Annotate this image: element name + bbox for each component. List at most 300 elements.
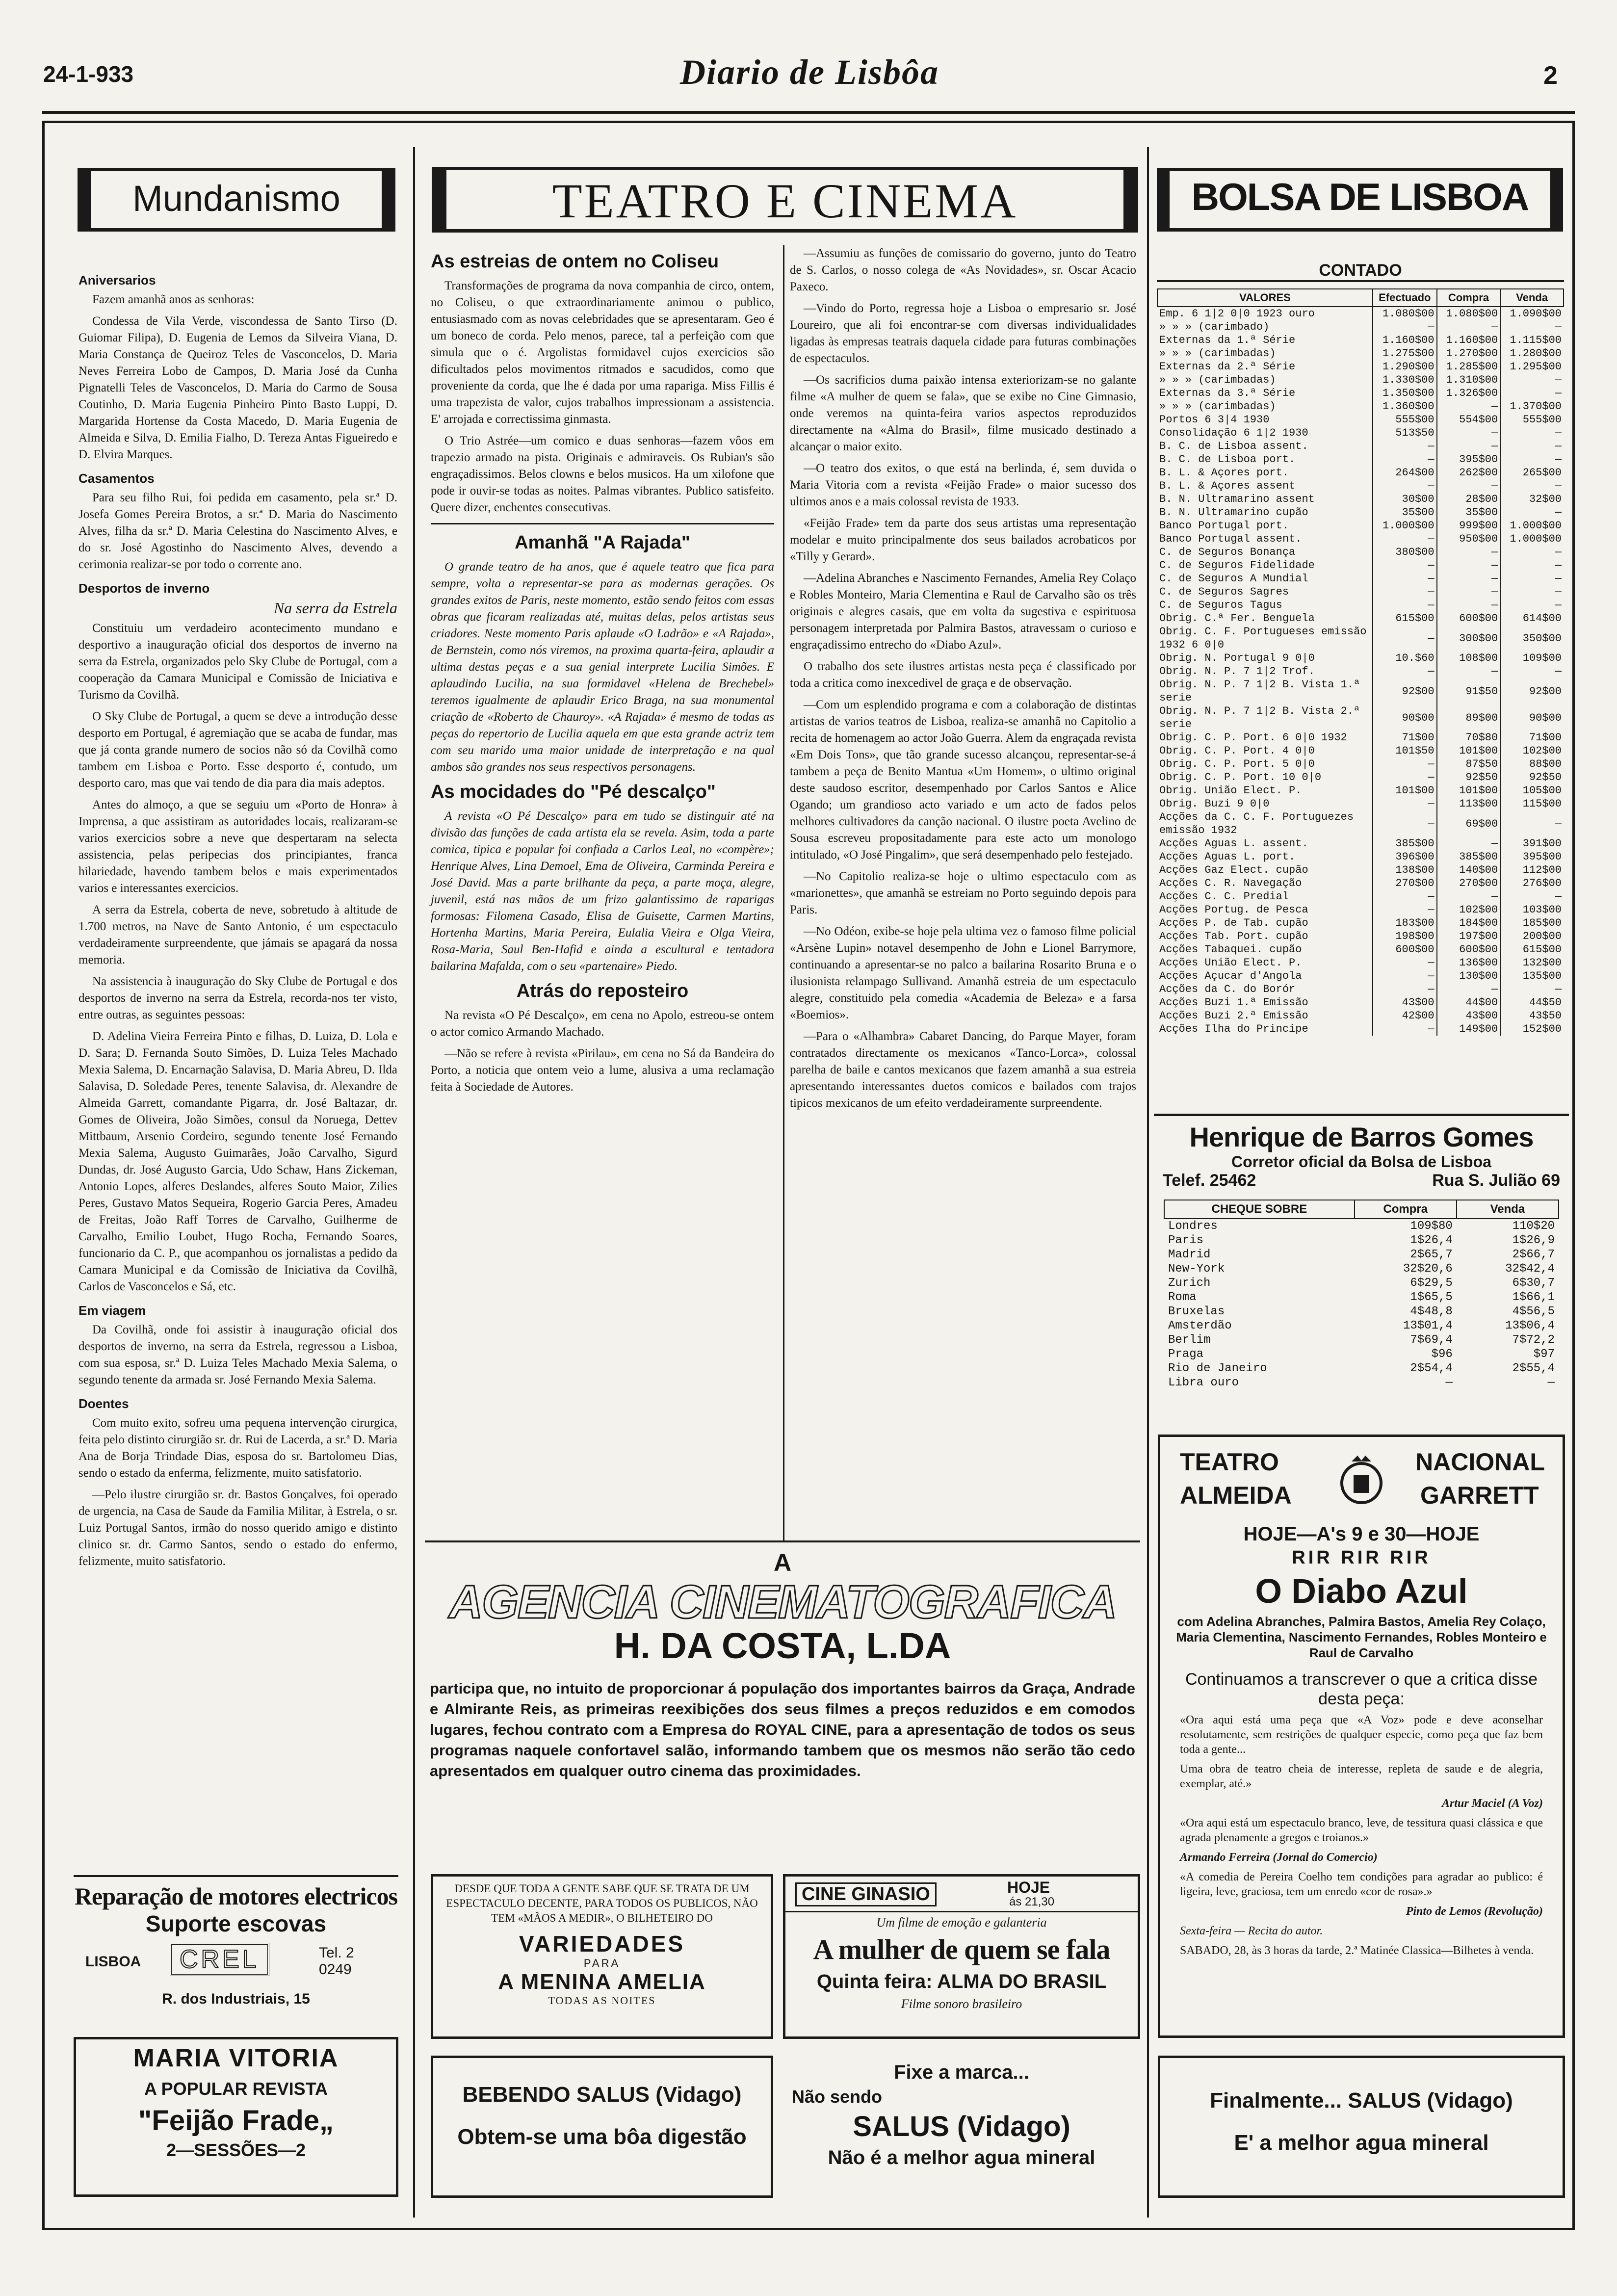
salus2-mid: Não sendo [792, 2087, 883, 2107]
bolsa-price: — [1500, 810, 1564, 837]
bolsa-price: 30$00 [1373, 493, 1437, 506]
casamentos-heading: Casamentos [78, 471, 155, 486]
bolsa-table [1157, 288, 1564, 1036]
bolsa-price: 69$00 [1437, 810, 1501, 837]
bolsa-security: B. C. de Lisboa port. [1159, 453, 1296, 466]
cheque-rate: 7$72,2 [1512, 1333, 1555, 1347]
bolsa-security: Obrig. N. P. 7 1|2 Trof. [1159, 665, 1315, 678]
table-row [1157, 784, 1564, 797]
bolsa-price: 395$00 [1437, 453, 1501, 466]
bolsa-price: 380$00 [1373, 546, 1437, 559]
bolsa-price: 615$00 [1500, 943, 1564, 956]
bolsa-price: — [1437, 665, 1501, 678]
aniversarios-lead: Fazem amanhã anos as senhoras: [92, 293, 255, 306]
bolsa-security: Acções Gaz Elect. cupão [1159, 864, 1308, 876]
bolsa-price: — [1437, 546, 1501, 559]
bolsa-price: — [1373, 572, 1437, 585]
table-row [1157, 400, 1564, 413]
bolsa-security: Externas da 2.ª Série [1159, 361, 1296, 373]
nacional-r1: NACIONAL [1415, 1448, 1545, 1476]
nacional-q1: «Ora aqui está uma peça que «A Voz» pode e deve aconselhar resolutamente, sem restrições de qualquer especie, como peça que faz bem toda a gente... [1180, 1714, 1543, 1756]
raja-headline: Amanhã "A Rajada" [515, 532, 690, 553]
bolsa-security: Portos 6 3|4 1930 [1159, 414, 1270, 426]
agencia-title: AGENCIA CINEMATOGRAFICA [448, 1576, 1117, 1628]
bolsa-price: 42$00 [1373, 1009, 1437, 1022]
bolsa-price: 44$00 [1437, 996, 1501, 1009]
bolsa-price: 513$50 [1373, 426, 1437, 440]
bolsa-price: 1.270$00 [1437, 347, 1501, 360]
table-row [1157, 930, 1564, 943]
bolsa-price: — [1500, 599, 1564, 612]
bolsa-price: 43$50 [1500, 1009, 1564, 1022]
table-row [1157, 665, 1564, 678]
bolsa-security: C. de Seguros A Mundial [1159, 573, 1308, 585]
cheque-rate: 7$69,4 [1410, 1333, 1453, 1347]
bolsa-price: 138$00 [1373, 863, 1437, 877]
bolsa-security: B. N. Ultramarino cupão [1159, 506, 1308, 519]
bolsa-security: » » » (carimbadas) [1159, 400, 1276, 413]
nacional-q4: «A comedia de Pereira Coelho tem condições para agradar ao publico: é ligeira, leve, graciosa, tem um enredo «cor de rosa».» [1180, 1871, 1543, 1898]
bolsa-price: 113$00 [1437, 797, 1501, 810]
bolsa-price: 149$00 [1437, 1022, 1501, 1036]
bolsa-header-1: Efectuado [1373, 289, 1437, 307]
bolsa-security: » » » (carimbadas) [1159, 374, 1276, 386]
bolsa-price: 385$00 [1373, 837, 1437, 850]
bolsa-price: 554$00 [1437, 413, 1501, 426]
teatro-col-1 [431, 245, 774, 1100]
bolsa-price: 89$00 [1437, 704, 1501, 731]
viagem-text: Da Covilhã, onde foi assistir à inauguração oficial dos desportos de inverno, na serra da Estrela, regressou a Lisboa, com sua esposa, sr.ª D. Luiza Teles Machado Mexia Salema, o segundo tenente da armada sr. José Fernando Mexia Salema. [78, 1323, 397, 1386]
teatro-title: TEATRO E CINEMA [552, 174, 1018, 228]
cheque-city: Paris [1168, 1234, 1204, 1247]
bolsa-price: 1.295$00 [1500, 360, 1564, 373]
nacional-a2: Armando Ferreira (Jornal do Comercio) [1180, 1851, 1378, 1864]
cheque-city: Bruxelas [1168, 1305, 1225, 1318]
ginasio-film: A mulher de quem se fala [813, 1933, 1110, 1965]
col2-p6: —Adelina Abranches e Nascimento Fernandes, Amelia Rey Colaço e Robles Monteiro, Maria Clementina e Raul de Carvalho são os três originais e alegres casais, que em volta da sugestiva e espirituosa personagem interpretada por Palmira Bastos, atravessam o curioso e engraçadissimo entrecho do «Diabo Azul». [790, 572, 1136, 652]
cheque-rate: 13$06,4 [1505, 1319, 1555, 1332]
bolsa-security: Obrig. C. P. Port. 5 0|0 [1159, 758, 1315, 770]
teatro-col-2 [790, 245, 1136, 1117]
bolsa-price: — [1373, 983, 1437, 996]
bolsa-price: — [1437, 400, 1501, 413]
col2-p5: «Feijão Frade» tem da parte dos seus artistas uma representação modelar e muito principalmente dos seus bailados acrobaticos por «Tilly y Gerard». [790, 517, 1136, 563]
cheque-rate: 2$54,4 [1410, 1362, 1453, 1375]
ginasio-hoje: HOJE [1007, 1879, 1050, 1896]
cheque-rate: 1$26,4 [1410, 1234, 1453, 1247]
table-row [1157, 731, 1564, 744]
desportos-heading: Desportos de inverno [78, 581, 210, 596]
bolsa-security: Acções P. de Tab. cupão [1159, 917, 1308, 929]
bolsa-contado: CONTADO [1157, 261, 1564, 282]
maria-vitoria-ad [74, 2037, 398, 2197]
bolsa-title: BOLSA DE LISBOA [1191, 175, 1529, 218]
bolsa-price: 185$00 [1500, 916, 1564, 930]
bolsa-price: 197$00 [1437, 930, 1501, 943]
bolsa-price: — [1373, 440, 1437, 453]
bolsa-price: — [1437, 572, 1501, 585]
bolsa-price: 92$00 [1373, 678, 1437, 704]
bolsa-price: 92$50 [1437, 771, 1501, 784]
bolsa-price: — [1500, 559, 1564, 572]
bolsa-price: — [1437, 890, 1501, 903]
bolsa-price: 101$50 [1373, 744, 1437, 757]
bolsa-price: 10.$60 [1373, 652, 1437, 665]
ginasio-note: Filme sonoro brasileiro [901, 1997, 1022, 2011]
col-divider-center [783, 245, 784, 1540]
gomes-name: Henrique de Barros Gomes [1189, 1122, 1534, 1152]
coliseu-headline: As estreias de ontem no Coliseu [431, 251, 719, 272]
bolsa-price: 270$00 [1373, 877, 1437, 890]
table-row [1164, 1376, 1559, 1390]
table-row [1157, 903, 1564, 916]
table-row [1157, 453, 1564, 466]
bolsa-price: — [1500, 546, 1564, 559]
bolsa-price: 396$00 [1373, 850, 1437, 863]
bolsa-price: — [1500, 387, 1564, 400]
newspaper-title: Diario de Lisbôa [680, 52, 939, 92]
crest-icon [1332, 1452, 1391, 1511]
table-row [1157, 652, 1564, 665]
ginasio-tag: Um filme de emoção e galanteria [876, 1915, 1047, 1930]
bolsa-price: — [1373, 1022, 1437, 1036]
bolsa-price: — [1373, 665, 1437, 678]
table-row [1157, 387, 1564, 400]
crel-title: Reparação de motores electricos [74, 1882, 398, 1910]
nacional-show: O Diabo Azul [1255, 1572, 1468, 1610]
bolsa-price: 92$50 [1500, 771, 1564, 784]
col-divider-1 [413, 147, 415, 2218]
coliseu-p1: Transformações de programa da nova companhia de circo, ontem, no Coliseu, o que extraordinariamente animou o publico, entusiasmado com as novas celebridades que se apresentaram. Geo é um boneco de corda. Pelo menos, parece, tal a perfeição com que simula que o é. Argolistas formidavel cujos exercicios são dificultados pelos movimentos ritmados e sacudidos, como que proveniente da corda, que lhe é dada por uma rapariga. Miss Fillis é uma trapezista de valor, cujos trabalhos impressionam a assistencia. E' arrojada e correctissima ginmasta. [431, 279, 774, 426]
cheque-city: Libra ouro [1168, 1376, 1239, 1389]
nacional-l2: ALMEIDA [1180, 1482, 1292, 1509]
agencia-ad [425, 1540, 1140, 1864]
bolsa-security: Acções Açucar d'Angola [1159, 970, 1302, 982]
cheque-rate: 1$66,1 [1512, 1291, 1555, 1304]
bolsa-price: — [1373, 532, 1437, 546]
salus-ad-1 [431, 2056, 773, 2198]
bolsa-price: — [1373, 810, 1437, 837]
bolsa-price: 35$00 [1373, 506, 1437, 519]
bolsa-price: — [1373, 585, 1437, 599]
bolsa-price: 555$00 [1373, 413, 1437, 426]
bolsa-price: 270$00 [1437, 877, 1501, 890]
bolsa-price: 1.280$00 [1500, 347, 1564, 360]
page-number: 2 [1543, 61, 1558, 90]
cheque-city: Roma [1168, 1291, 1197, 1304]
bolsa-price: 87$50 [1437, 757, 1501, 771]
bolsa-price: 115$00 [1500, 797, 1564, 810]
cheque-rate: 1$65,5 [1410, 1291, 1453, 1304]
col2-p4: —O teatro dos exitos, o que está na berlinda, é, sem duvida o Maria Vitoria com a revista «Feijão Frade» o maior sucesso dos ultimos anos e a mais colossal revista de 1933. [790, 462, 1136, 508]
masthead-rule [42, 111, 1575, 114]
bolsa-security: Obrig. C. P. Port. 4 0|0 [1159, 745, 1315, 757]
bolsa-security: Obrig. C. P. Port. 6 0|0 1932 [1159, 731, 1347, 744]
bolsa-price: 614$00 [1500, 612, 1564, 625]
table-row [1157, 493, 1564, 506]
col2-p3: —Os sacrificios duma paixão intensa exteriorizam-se no galante filme «A mulher de quem se fala», que se exibe no Cine Gimnasio, onde veremos na quinta-feira varios aspectos reproduzidos directamente na «Alma do Brasil», filme musicado destinado a alcançar o maior exito. [790, 373, 1136, 453]
col2-p1: —Assumiu as funções de comissario do governo, junto do Teatro de S. Carlos, o nosso colega de «As Novidades», sr. Oscar Acacio Paxeco. [790, 247, 1136, 293]
bolsa-price: — [1500, 320, 1564, 334]
bolsa-price: — [1500, 572, 1564, 585]
cheque-city: Amsterdão [1168, 1319, 1232, 1332]
agencia-lead: A [773, 1549, 792, 1576]
bolsa-security: B. L. & Açores assent [1159, 480, 1296, 492]
nacional-a3: Pinto de Lemos (Revolução) [1406, 1905, 1543, 1918]
bolsa-price: 70$80 [1437, 731, 1501, 744]
bolsa-price: — [1500, 585, 1564, 599]
bolsa-price: 44$50 [1500, 996, 1564, 1009]
bolsa-price: — [1437, 983, 1501, 996]
table-row [1157, 757, 1564, 771]
col2-p7: O trabalho dos sete ilustres artistas nesta peça é classificado por toda a critica como inexcedivel de graça e de observação. [790, 660, 1136, 690]
salus2-top: Fixe a marca... [894, 2061, 1029, 2083]
bolsa-security: » » » (carimbado) [1159, 321, 1270, 333]
bolsa-price: 999$00 [1437, 519, 1501, 532]
agencia-text: participa que, no intuito de proporcionar á população dos importantes bairros da Graça, Andrade e Almirante Reis, as primeiras reexibições dos seus filmes a preços reduzidos e em comodos lugares, fechou contrato com a Empresa do ROYAL CINE, para a apresentação de todos os seus programas naquele confortavel salão, informando tambem que os mesmos não serão tão cedo apresentados em qualquer outro cinema das proximidades. [430, 1680, 1135, 1779]
table-row [1157, 969, 1564, 983]
bolsa-price: 71$00 [1500, 731, 1564, 744]
bolsa-security: Acções Buzi 2.ª Emissão [1159, 1010, 1308, 1022]
bolsa-price: — [1373, 453, 1437, 466]
bolsa-security: C. de Seguros Tagus [1159, 599, 1282, 611]
table-row [1157, 612, 1564, 625]
bolsa-security: Obrig. N. P. 7 1|2 B. Vista 1.ª serie [1159, 678, 1360, 704]
table-row [1164, 1248, 1559, 1262]
bolsa-price: 101$00 [1437, 744, 1501, 757]
bolsa-price: 152$00 [1500, 1022, 1564, 1036]
bolsa-security: Externas da 3.ª Série [1159, 387, 1296, 399]
cheque-rate: 32$42,4 [1505, 1262, 1555, 1276]
raja-text: O grande teatro de ha anos, que é aquele teatro que fica para sempre, volta a representar-se para as modernas gerações. Os grandes exitos de Paris, neste momento, estão sendo feitos com essas obras que ficaram realizadas até, muitas delas, pelos artistas seus criadores. Neste momento Paris aplaude «O Ladrão» e «A Rajada», de Bernstein, como nós viremos, na proxima quarta-feira, aplaudir a ultima destas peças e a sua genial interprete Lucilia Simões. E aplaudindo Lucilia, na sua formidavel «Helena de Brechebel» teremos igualmente de aplaudir Erico Braga, na sua monumental criação de «Roberto de Chauroy». «A Rajada» é mesmo de todas as peças do repertorio de Lucilia aquela em que esta grande actriz tem com seu marido uma maior unidade de interpretação e na qual ambos são grandes nos seus respectivos personagens. [431, 560, 774, 774]
bolsa-security: Obrig. C. F. Portugueses emissão 1932 6 0|0 [1159, 626, 1367, 651]
ginasio-name: CINE GINASIO [795, 1882, 937, 1906]
bolsa-price: 183$00 [1373, 916, 1437, 930]
table-row [1157, 983, 1564, 996]
bolsa-price: — [1437, 440, 1501, 453]
desportos-p5: Na assistencia à inauguração do Sky Clube de Portugal e dos desportos de inverno na serra da Estrela, recorda-nos ter visto, entre outras, as seguintes pessoas: [78, 975, 397, 1021]
bolsa-price: — [1500, 479, 1564, 493]
bolsa-price: — [1437, 320, 1501, 334]
mundanismo-column [78, 265, 397, 1575]
bolsa-price: 1.160$00 [1373, 334, 1437, 347]
table-row [1157, 1022, 1564, 1036]
bolsa-security: » » » (carimbadas) [1159, 347, 1276, 360]
bolsa-price: 600$00 [1437, 612, 1501, 625]
bolsa-price: — [1373, 969, 1437, 983]
viagem-heading: Em viagem [78, 1303, 146, 1318]
mocidades-text: A revista «O Pé Descalço» para em tudo se distinguir até na divisão das funções de cada artista ela se revela. Asim, toda a parte comica, tipica e popular foi confiada a Carlos Leal, no «compère»; Henrique Alves, Lina Demoel, Ema de Oliveira, Carminda Pereira e José David. Mas a parte brilhante da peça, a parte moça, alegre, juvenil, está nas mãos de um frizo galantissimo de raparigas formosas: Filomena Casado, Elisa de Guisette, Carmen Martins, Hortenha Martins, Maria Pereira, Eulalia Vieira e Olga Vieira, Rosa-Maria, Saul Ben-Hafid e ainda a escultural e tentadora bailarina Mafalda, com o seu «partenaire» Piedo. [431, 809, 774, 973]
bolsa-price: 140$00 [1437, 863, 1501, 877]
table-row [1164, 1219, 1559, 1233]
variedades-show: A MENINA AMELIA [498, 1970, 706, 1994]
bolsa-security: Emp. 6 1|2 0|0 1923 ouro [1159, 308, 1315, 320]
nacional-l1: TEATRO [1180, 1448, 1279, 1476]
bolsa-security: Acções C. C. Predial [1159, 890, 1289, 903]
table-row [1157, 320, 1564, 334]
crel-city: LISBOA [85, 1954, 141, 1970]
cheque-city: Madrid [1168, 1248, 1211, 1261]
bolsa-price: — [1373, 890, 1437, 903]
cheque-rate: 2$66,7 [1512, 1248, 1555, 1261]
doentes-heading: Doentes [78, 1396, 129, 1411]
table-row [1157, 506, 1564, 519]
desportos-p6: D. Adelina Vieira Ferreira Pinto e filhas, D. Luiza, D. Lola e D. Sara; D. Fernanda Souto Simões, D. Luiza Teles Machado Mexia Salema, D. Encarnação Salavisa, D. Maria Abreu, D. Ilda Salavisa, D. Soledade Peres, tenente Salavisa, dr. Alexandre de Almeida Garrett, comandante Pigarra, dr. José Baltazar, dr. Gomes de Oliveira, João Simões, consul da Noruega, Dettev Mittbaum, Arsenio Cordeiro, segundo tenente José Fernando Mexia Salema, Augusto Guimarães, João Carvalho, Sigurd Dundas, dr. José Augusto Garcia, Udo Schaw, Hans Zickeman, Antonio Lopes, alferes Deslandes, alferes Souto Maior, Zilies Peres, Gustavo Matos Sequeira, Rogerio Garcia Peres, Amadeu de Freitas, João Raff Torres de Carvalho, Guilherme de Carvalho, Emilio Loubet, Hugo Rocha, Fernando Soares, funcionario da C. P., que acompanhou os jornalistas a pedido da Camara Municipal e da Comissão de Iniciativa da Covilhã, Carlos de Vasconcelos e Sá, etc. [78, 1030, 397, 1293]
bolsa-price: — [1373, 320, 1437, 334]
table-row [1157, 890, 1564, 903]
table-row [1164, 1276, 1559, 1290]
bolsa-price: 43$00 [1373, 996, 1437, 1009]
nacional-q3: «Ora aqui está um espectaculo branco, leve, de tessitura quasi clássica e que agrada plenamente a gregos e troianos.» [1180, 1817, 1543, 1844]
bolsa-price: — [1373, 956, 1437, 969]
bolsa-security: Obrig. C. P. Port. 10 0|0 [1159, 771, 1322, 783]
bolsa-price: 200$00 [1500, 930, 1564, 943]
bolsa-price: — [1373, 625, 1437, 652]
bolsa-security: Acções Portug. de Pesca [1159, 904, 1308, 916]
nacional-rir: RIR RIR RIR [1292, 1547, 1431, 1568]
bolsa-price: 615$00 [1373, 612, 1437, 625]
col2-p11: —Para o «Alhambra» Cabaret Dancing, do Parque Mayer, foram contratados directamente os mexicanos «Tanco-Lorca», colossal parelha de baile e cantos mexicanos que fazem amanhã a sua estreia apresentando interessantes duetos comicos e bailados com trajos tipicos mexicanos de um efeito verdadeiramente surpreendente. [790, 1030, 1136, 1110]
table-row [1164, 1262, 1559, 1276]
table-row [1157, 850, 1564, 863]
bolsa-table-wrap [1157, 288, 1564, 1036]
bolsa-price: 32$00 [1500, 493, 1564, 506]
bolsa-price: 92$00 [1500, 678, 1564, 704]
bolsa-security: Acções Tabaquei. cupão [1159, 943, 1302, 956]
col2-p2: —Vindo do Porto, regressa hoje a Lisboa o empresario sr. José Loureiro, que ali foi encontrar-se com diversas individualidades ligadas às empresas teatrais daquela cidade para futuras combinações de espectaculos. [790, 302, 1136, 365]
variedades-para: PARA [583, 1957, 621, 1969]
bolsa-price: 130$00 [1437, 969, 1501, 983]
aniversarios-text: Condessa de Vila Verde, viscondessa de Santo Tirso (D. Guiomar Filipa), D. Eugenia de Lemos da Silveira Viana, D. Maria Constança de Queiroz Teles de Vasconcelos, D. Maria Neves Ferreira Lobo de Campos, D. Maria José da Cunha Pignatelli Teles de Vasconcelos, D. Maria do Carmo de Sousa Coutinho, D. Maria Eugenia Pinheiro Pinto Basto Luppi, D. Margarida Hortense da Costa Macedo, D. Maria Eugenia de Almeida e Silva, D. Emilia Fialho, D. Tereza Antas Figueiredo e D. Elvira Marques. [78, 314, 397, 461]
bolsa-price: — [1500, 506, 1564, 519]
table-row [1157, 599, 1564, 612]
cheque-rate: 4$48,8 [1410, 1305, 1453, 1318]
bolsa-price: 1.000$00 [1500, 532, 1564, 546]
bolsa-price: 600$00 [1373, 943, 1437, 956]
cheque-rate: — [1445, 1376, 1453, 1389]
bolsa-security: Consolidação 6 1|2 1930 [1159, 427, 1308, 439]
bolsa-price: 198$00 [1373, 930, 1437, 943]
col2-p8: —Com um esplendido programa e com a colaboração de distintas artistas de varios teatros de Lisboa, realiza-se amanhã no Capitolio a recita de homenagem ao actor João Guerra. Alem da engraçada revista «Em Dois Tons», que tão grande sucesso alcançou, representar-se-á tambem a peça de Benito Mantua «Um Homem», o ultimo original deste saudoso escritor, desempenhado por Carlos Santos e Alice Ogando; um grandioso acto variado e um acto de fados pelos melhores cultivadores da canção nacional. O ilustre poeta Avelino de Sousa escreveu propositadamente para este acto um monologo intitulado, «O José Pingalim», que será desempenhado pelo festejado. [790, 698, 1136, 861]
bolsa-price: 88$00 [1500, 757, 1564, 771]
bolsa-price: 1.290$00 [1373, 360, 1437, 373]
bolsa-price: — [1500, 440, 1564, 453]
desportos-p2: O Sky Clube de Portugal, a quem se deve a introdução desse desporto em Portugal, é agremiação que se acaba de fundar, mas que já conta grande numero de socios não só da Covilhã como tambem em Lisboa e Porto. Esse desporto é, contudo, um desporto caro, mas que vai tendo de dia para dia mais adeptos. [78, 710, 397, 790]
mv-sub: A POPULAR REVISTA [144, 2079, 328, 2099]
table-row [1157, 373, 1564, 387]
bolsa-price: 600$00 [1437, 943, 1501, 956]
gomes-role: Corretor oficial da Bolsa de Lisboa [1231, 1153, 1491, 1171]
mv-show: "Feijão Frade„ [138, 2105, 334, 2137]
desportos-p4: A serra da Estrela, coberta de neve, sobretudo à altitude de 1.700 metros, na Nave de Santo Antonio, é um espectaculo verdadeiramente surpreendente, que jámais se apagará da nossa memoria. [78, 903, 397, 966]
crel-ad [74, 1875, 398, 2017]
bolsa-price: 90$00 [1500, 704, 1564, 731]
cheque-rate: 2$65,7 [1410, 1248, 1453, 1261]
table-row [1157, 546, 1564, 559]
col-divider-2 [1147, 147, 1149, 2218]
gomes-ad [1154, 1114, 1569, 1418]
table-row [1164, 1319, 1559, 1333]
bolsa-price: 135$00 [1500, 969, 1564, 983]
bolsa-header-2: Compra [1437, 289, 1501, 307]
bolsa-security: Obrig. C.ª Fer. Benguela [1159, 612, 1315, 625]
bolsa-price: 300$00 [1437, 625, 1501, 652]
cheque-header-1: Compra [1355, 1200, 1457, 1219]
col2-p9: —No Capitolio realiza-se hoje o ultimo espectaculo com as «marionettes», que amanhã se estreiam no Porto seguindo depois para Paris. [790, 870, 1136, 916]
bolsa-price: 43$00 [1437, 1009, 1501, 1022]
variedades-nights: TODAS AS NOITES [548, 1994, 656, 2007]
bolsa-price: — [1500, 983, 1564, 996]
cheque-city: New-York [1168, 1262, 1225, 1276]
table-row [1157, 863, 1564, 877]
cheque-rate: 110$20 [1512, 1220, 1555, 1233]
salus3-bot: E' a melhor agua mineral [1234, 2131, 1489, 2155]
bolsa-security: Acções C. R. Navegação [1159, 877, 1302, 889]
cheque-rate: — [1547, 1376, 1555, 1389]
bolsa-price: 103$00 [1500, 903, 1564, 916]
bolsa-security: Acções da C. do Borór [1159, 983, 1296, 995]
bolsa-price: 1.326$00 [1437, 387, 1501, 400]
mocidades-headline: As mocidades do "Pé descalço" [431, 782, 716, 802]
bolsa-price: — [1373, 903, 1437, 916]
desportos-p3: Antes do almoço, a que se seguiu um «Porto de Honra» à Imprensa, a que assistiram as autoridades locais, realizaram-se varios exercicios sobre a neve que despertaram na selecta assistencia, pelas peripecias dos principiantes, franca hilariedade, havendo tambem belos e mais experimentados varios e interessantes exercicios. [78, 798, 397, 895]
table-row [1157, 771, 1564, 784]
salus1-top: BEBENDO SALUS (Vidago) [462, 2083, 742, 2107]
bolsa-security: Obrig. N. P. 7 1|2 B. Vista 2.ª serie [1159, 705, 1360, 731]
bolsa-price: 101$00 [1373, 784, 1437, 797]
variedades-theatre: VARIEDADES [519, 1931, 685, 1957]
mv-title: MARIA VITORIA [133, 2044, 339, 2072]
table-row [1157, 744, 1564, 757]
table-row [1157, 479, 1564, 493]
bolsa-price: 101$00 [1437, 784, 1501, 797]
table-row [1157, 532, 1564, 546]
doentes-p1: Com muito exito, sofreu uma pequena intervenção cirurgica, feita pelo distinto cirurgião sr. dr. Rui de Lacerda, a sr.ª D. Maria Ana de Borja Trindade Dias, esposa do sr. Bartolomeu Dias, sendo o estado da enferma, felizmente, muito satisfatorio. [78, 1416, 397, 1480]
table-row [1157, 585, 1564, 599]
bolsa-price: — [1500, 890, 1564, 903]
reposteiro-p2: —Não se refere à revista «Pirilau», em cena no Sá da Bandeira do Porto, a noticia que ontem veio a lume, alusiva a uma reclamação feita à Sociedade de Autores. [431, 1047, 774, 1094]
table-row [1164, 1305, 1559, 1319]
crel-addr: R. dos Industriais, 15 [162, 1991, 310, 2007]
table-row [1157, 837, 1564, 850]
table-row [1157, 426, 1564, 440]
bolsa-price: — [1500, 665, 1564, 678]
bolsa-price: 1.090$00 [1500, 307, 1564, 320]
bolsa-price: 90$00 [1373, 704, 1437, 731]
cheque-city: Berlim [1168, 1333, 1211, 1347]
bolsa-security: Banco Portugal port. [1159, 520, 1289, 532]
cheque-rate: 6$29,5 [1410, 1277, 1453, 1290]
bolsa-security: C. de Seguros Bonança [1159, 546, 1296, 558]
bolsa-price: 1.275$00 [1373, 347, 1437, 360]
table-row [1164, 1347, 1559, 1361]
bolsa-price: 264$00 [1373, 466, 1437, 479]
bolsa-price: 1.350$00 [1373, 387, 1437, 400]
bolsa-security: Obrig. N. Portugal 9 0|0 [1159, 652, 1315, 664]
bolsa-security: B. N. Ultramarino assent [1159, 493, 1315, 505]
bolsa-price: 385$00 [1437, 850, 1501, 863]
cheque-rate: 1$26,9 [1512, 1234, 1555, 1247]
bolsa-price: 1.285$00 [1437, 360, 1501, 373]
bolsa-price: — [1373, 757, 1437, 771]
bolsa-price: — [1373, 559, 1437, 572]
table-row [1157, 307, 1564, 320]
col2-p10: —No Odéon, exibe-se hoje pela ultima vez o famoso filme policial «Arsène Lupin» notavel desempenho de John e Lionel Barrymore, continuando a apresentar-se no palco a bailarina Rosarito Bruna e o ilusionista relampago Sullivand. Amanhã estreia de um espectaculo alegre, constituido pela comedia «Academia de Beleza» e a farsa «Boemios». [790, 925, 1136, 1021]
variedades-ad [431, 1874, 773, 2039]
cheque-city: Londres [1168, 1220, 1218, 1233]
cheque-rate: $96 [1431, 1348, 1453, 1361]
ginasio-hora: ás 21,30 [1009, 1895, 1055, 1908]
